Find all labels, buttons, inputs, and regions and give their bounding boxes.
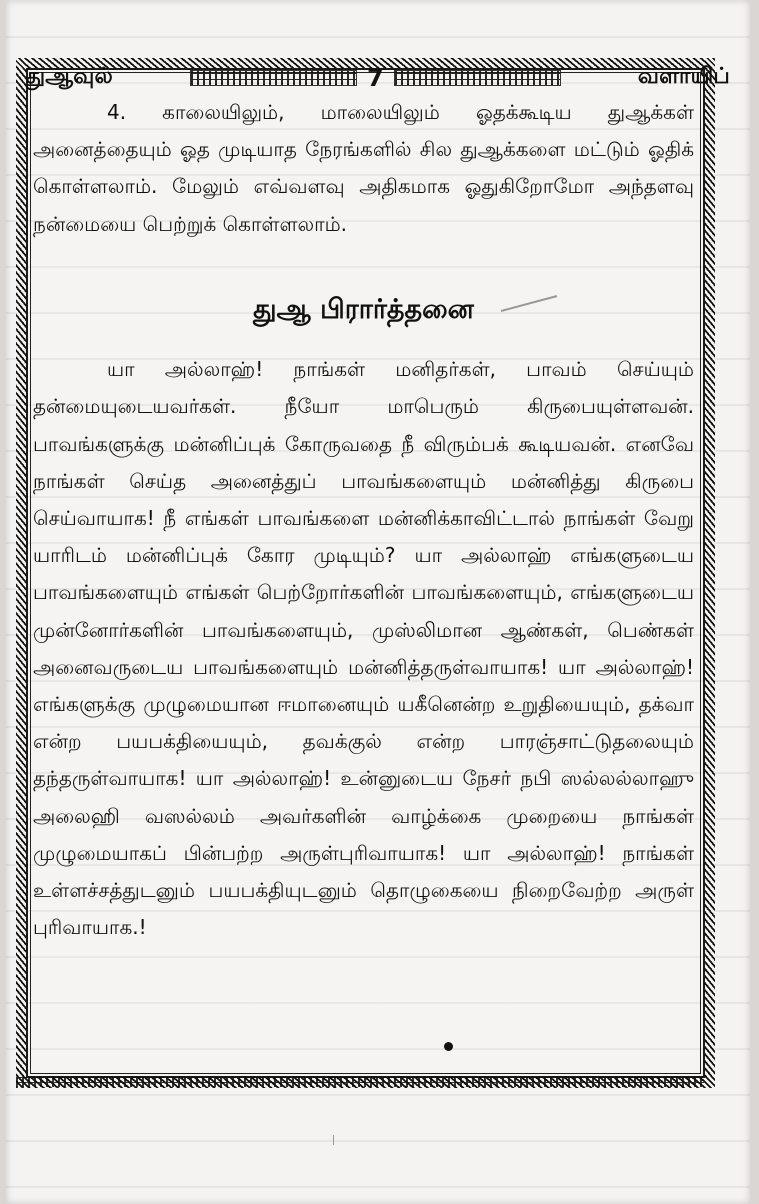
header-center	[123, 66, 628, 90]
book-page	[6, 0, 750, 1204]
page-content	[33, 94, 694, 1074]
page-header	[26, 65, 730, 91]
header-right-text: வளாயிப்	[637, 64, 730, 89]
page-number: 7	[366, 64, 384, 92]
bottom-ornament-band	[16, 1077, 704, 1087]
bottom-stray-mark	[333, 1135, 334, 1145]
intro-paragraph: 4. காலையிலும், மாலையிலும் ஓதக்கூடிய துஆக்கள் அனைத்தையும் ஓத முடியாத நேரங்களில் சில துஆக்களை மட்டும் ஓதிக் கொள்ளலாம். மேலும் எவ்வளவு அதிகமாக ஓதுகிறோமோ அந்தளவு நன்மையை பெற்றுக் கொள்ளலாம்.	[33, 100, 694, 236]
prayer-paragraph: யா அல்லாஹ்! நாங்கள் மனிதர்கள், பாவம் செய்யும் தன்மையுடையவர்கள். நீயோ மாபெரும் கிருபையுள்ளவன். பாவங்களுக்கு மன்னிப்புக் கோருவதை நீ விரும்பக் கூடியவன். எனவே நாங்கள் செய்த அனைத்துப் பாவங்களையும் மன்னித்து கிருபை செய்வாயாக! நீ எங்கள் பாவங்களை மன்னிக்காவிட்டால் நாங்கள் வேறு யாரிடம் மன்னிப்புக் கோர முடியும்? யா அல்லாஹ் எங்களுடைய பாவங்களையும் எங்கள் பெற்றோர்களின் பாவங்களையும், எங்களுடைய முன்னோர்களின் பாவங்களையும், முஸ்லிமான ஆண்கள், பெண்கள் அனைவருடைய பாவங்களையும் மன்னித்தருள்வாயாக! யா அல்லாஹ்! எங்களுக்கு முழுமையான ஈமானையும் யகீனென்ற உறுதியையும், தக்வா என்ற பயபக்தியையும், தவக்குல் என்ற பாரஞ்சாட்டுதலையும் தந்தருள்வாயாக! யா அல்லாஹ்! உன்னுடைய நேசர் நபி ஸல்லல்லாஹு அலைஹி வஸல்லம் அவர்களின் வாழ்க்கை முறையை நாங்கள் முழுமையாகப் பின்பற்ற அருள்புரிவாயாக! யா அல்லாஹ்! நாங்கள் உள்ளச்சத்துடனும் பயபக்தியுடனும் தொழுகையை நிறைவேற்ற அருள் புரிவாயாக.!	[33, 357, 694, 940]
section-title-wrap	[33, 294, 694, 326]
pen-mark	[501, 295, 558, 312]
section-title: துஆ பிரார்த்தனை	[253, 293, 474, 325]
ink-dot	[444, 1042, 453, 1051]
header-left-text: துஆவுல்	[26, 64, 114, 89]
right-ornament-band	[394, 70, 561, 86]
left-ornament-band	[190, 70, 357, 86]
